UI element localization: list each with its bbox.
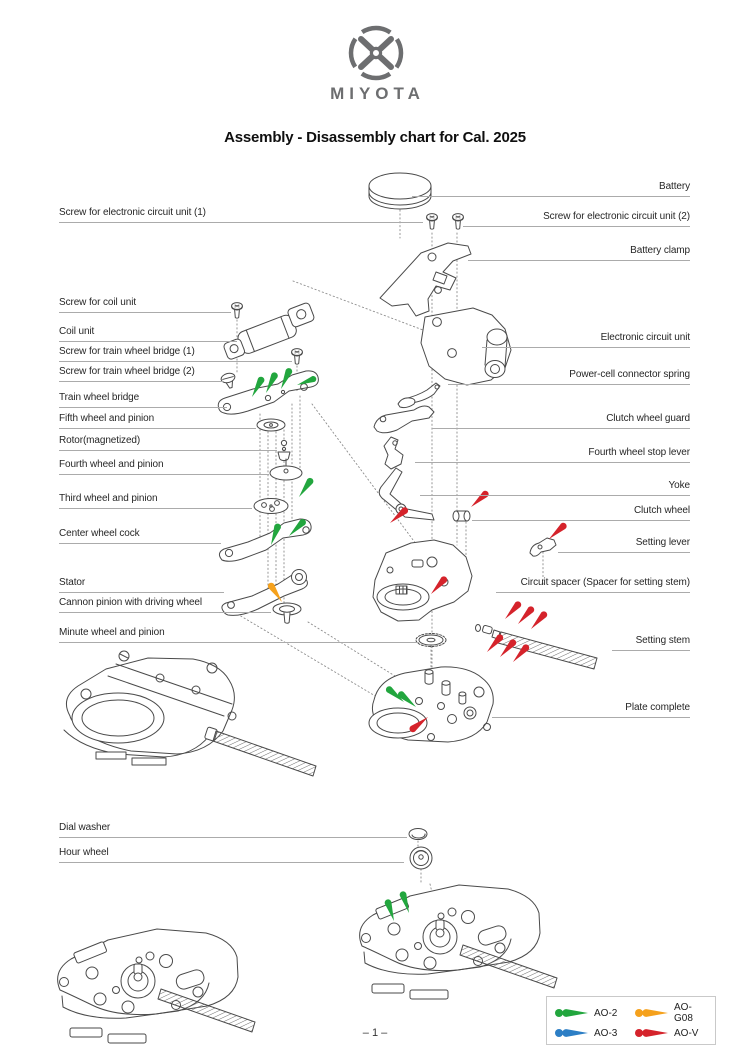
part-label-right: Setting stem (612, 633, 690, 651)
fourth-wheel-drawing (270, 459, 302, 480)
oil-drop-icon (554, 1007, 590, 1019)
battery-drawing (369, 173, 431, 209)
electronic-circuit-unit-drawing (421, 308, 511, 385)
clutch-wheel-drawing (453, 511, 470, 521)
part-label-left: Dial washer (59, 820, 407, 838)
part-label-left: Fifth wheel and pinion (59, 411, 256, 429)
part-label-left: Rotor(magnetized) (59, 433, 277, 451)
rotor-drawing (278, 440, 290, 460)
part-label-right: Fourth wheel stop lever (415, 445, 690, 463)
legend-label: AO-V (674, 1027, 699, 1039)
page-number: – 1 – (362, 1027, 388, 1039)
movement-dial-side-left-drawing (58, 929, 255, 1043)
part-label-right: Electronic circuit unit (482, 330, 690, 348)
part-label-left: Minute wheel and pinion (59, 625, 419, 643)
legend-item-ao-g08 (634, 1002, 708, 1024)
part-label-right: Clutch wheel guard (432, 411, 690, 429)
part-label-left: Center wheel cock (59, 526, 221, 544)
part-label-left: Screw for train wheel bridge (1) (59, 344, 292, 362)
brand-name: MIYOTA (330, 84, 425, 103)
page-title: Assembly - Disassembly chart for Cal. 2025 (224, 129, 526, 146)
part-label-left: Cannon pinion with driving wheel (59, 595, 271, 613)
part-label-left: Fourth wheel and pinion (59, 457, 269, 475)
plate-complete-drawing (369, 667, 493, 742)
screw-coil-unit-drawing (232, 303, 243, 319)
clutch-wheel-guard-drawing (374, 398, 434, 433)
screw-train-bridge-1-drawing (292, 349, 303, 365)
part-label-right: Plate complete (492, 700, 690, 718)
part-label-left: Screw for coil unit (59, 295, 231, 313)
part-label-right: Yoke (420, 478, 690, 496)
part-label-left: Third wheel and pinion (59, 491, 252, 509)
fourth-wheel-stop-lever-drawing (384, 437, 403, 469)
hour-wheel-drawing (410, 847, 432, 869)
legend-label: AO-G08 (674, 1002, 693, 1024)
part-label-right: Power-cell connector spring (448, 367, 690, 385)
minute-wheel-drawing (416, 634, 446, 647)
part-label-right: Circuit spacer (Spacer for setting stem) (496, 575, 690, 593)
part-label-left: Stator (59, 575, 224, 593)
part-label-right: Clutch wheel (472, 503, 690, 521)
legend-item-ao-2 (554, 1002, 628, 1024)
fifth-wheel-drawing (257, 419, 285, 431)
part-label-right: Setting lever (558, 535, 690, 553)
part-label-left: Train wheel bridge (59, 390, 227, 408)
battery-clamp-drawing (380, 243, 471, 316)
part-label-right: Battery clamp (468, 243, 690, 261)
screw-ecu-drawing (453, 214, 464, 230)
screw-train-bridge-2-drawing (220, 372, 237, 390)
third-wheel-drawing (254, 499, 288, 514)
part-label-left: Screw for electronic circuit unit (1) (59, 205, 423, 223)
part-label-left: Hour wheel (59, 845, 404, 863)
screw-ecu-drawing (427, 214, 438, 230)
dial-washer-drawing (409, 829, 427, 840)
part-label-right: Battery (412, 179, 690, 197)
legend-label: AO-3 (594, 1027, 618, 1039)
part-label-right: Screw for electronic circuit unit (2) (463, 209, 690, 227)
circuit-spacer-drawing (373, 540, 472, 621)
cannon-pinion-drawing (273, 603, 301, 623)
legend-label: AO-2 (594, 1007, 618, 1019)
part-label-left: Coil unit (59, 324, 237, 342)
assembled-movement-train-side-drawing (64, 651, 316, 776)
oil-drop-icon (634, 1007, 670, 1019)
part-label-left: Screw for train wheel bridge (2) (59, 364, 224, 382)
